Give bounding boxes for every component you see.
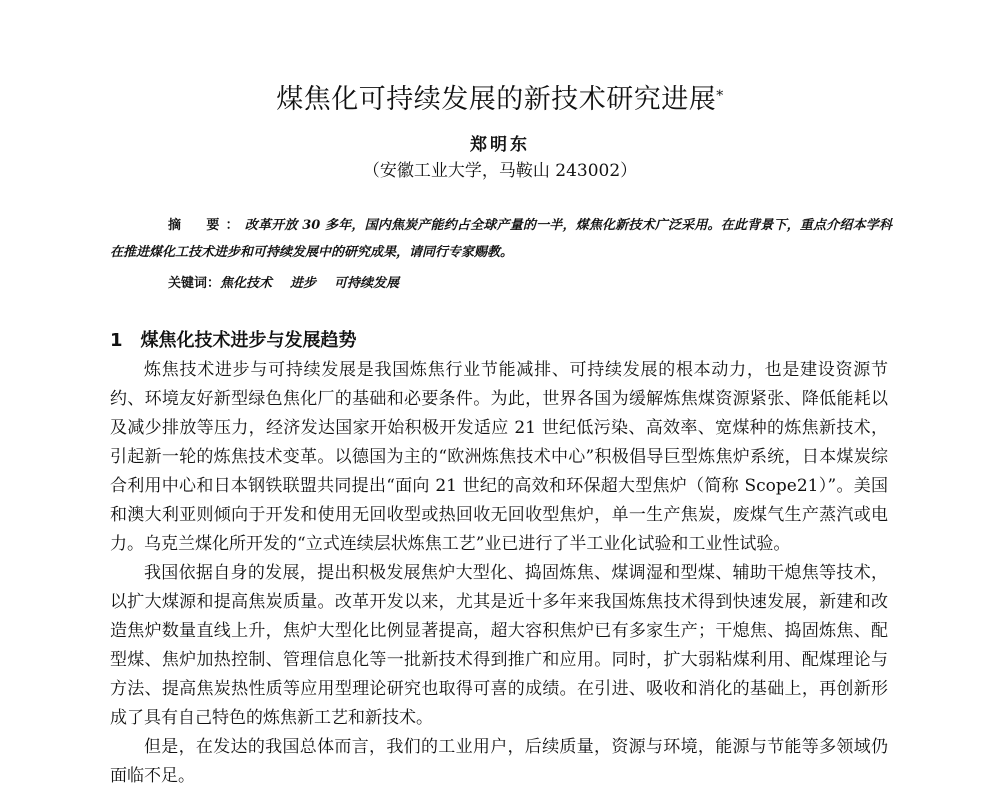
paper-title xyxy=(0,82,1000,118)
abstract-label: 摘 要： xyxy=(168,218,245,233)
keyword: 进步 xyxy=(290,276,317,291)
section-title: 煤焦化技术进步与发展趋势 xyxy=(140,330,357,351)
section-number: 1 xyxy=(110,330,123,351)
title-footnote-mark: * xyxy=(716,88,724,104)
keyword: 焦化技术 xyxy=(220,276,273,291)
body-paragraph: 但是，在发达的我国总体而言，我们的工业用户，后续质量，资源与环境，能源与节能等多领域仍面临不足。 xyxy=(110,737,888,786)
body-paragraph: 我国依据自身的发展，提出积极发展焦炉大型化、捣固炼焦、煤调湿和型煤、辅助干熄焦等技术，以扩大煤源和提高焦炭质量。改革开发以来，尤其是近十多年来我国炼焦技术得到快速发展，新建和改造焦炉数量直线上升，焦炉大型化比例显著提高，超大容积焦炉已有多家生产；干熄焦、捣固炼焦、配型煤、焦炉加热控制、管理信息化等一批新技术得到推广和应用。同时，扩大弱粘煤利用、配煤理论与方法、提高焦炭热性质等应用型理论研究也取得可喜的成绩。在引进、吸收和消化的基础上，再创新形成了具有自己特色的炼焦新工艺和新技术。 xyxy=(110,563,888,728)
keywords-label: 关键词： xyxy=(168,276,221,291)
body-paragraph: 炼焦技术进步与可持续发展是我国炼焦行业节能减排、可持续发展的根本动力，也是建设资源节约、环境友好新型绿色焦化厂的基础和必要条件。为此，世界各国为缓解炼焦煤资源紧张、降低能耗以及减少排放等压力，经济发达国家开始积极开发适应 21 世纪低污染、高效率、宽煤种的炼焦新技术，引起新一轮的炼焦技术变革。以德国为主的“欧洲炼焦技术中心”积极倡导巨型炼焦炉系统，日本煤炭综合利用中心和日本钢铁联盟共同提出“面向 21 世纪的高效和环保超大型焦炉（简称 Scope21）”。美国和澳大利亚则倾向于开发和使用无回收型或热回收无回收型焦炉，单一生产焦炭，废煤气生产蒸汽或电力。乌克兰煤化所开发的“立式连续层状炼焦工艺”业已进行了半工业化试验和工业性试验。 xyxy=(110,360,888,554)
section-body xyxy=(110,356,888,791)
author-name: 郑明东 xyxy=(470,135,530,155)
abstract xyxy=(110,212,892,266)
keywords xyxy=(168,270,892,297)
author-affiliation: （安徽工业大学，马鞍山 243002） xyxy=(362,161,638,181)
abstract-text: 改革开放 30 多年，国内焦炭产能约占全球产量的一半，煤焦化新技术广泛采用。在此背景下，重点介绍本学科在推进煤化工技术进步和可持续发展中的研究成果，请同行专家赐教。 xyxy=(110,218,892,260)
paper-title-text: 煤焦化可持续发展的新技术研究进展 xyxy=(276,84,717,115)
section-heading xyxy=(110,327,357,355)
keyword: 可持续发展 xyxy=(334,276,400,291)
